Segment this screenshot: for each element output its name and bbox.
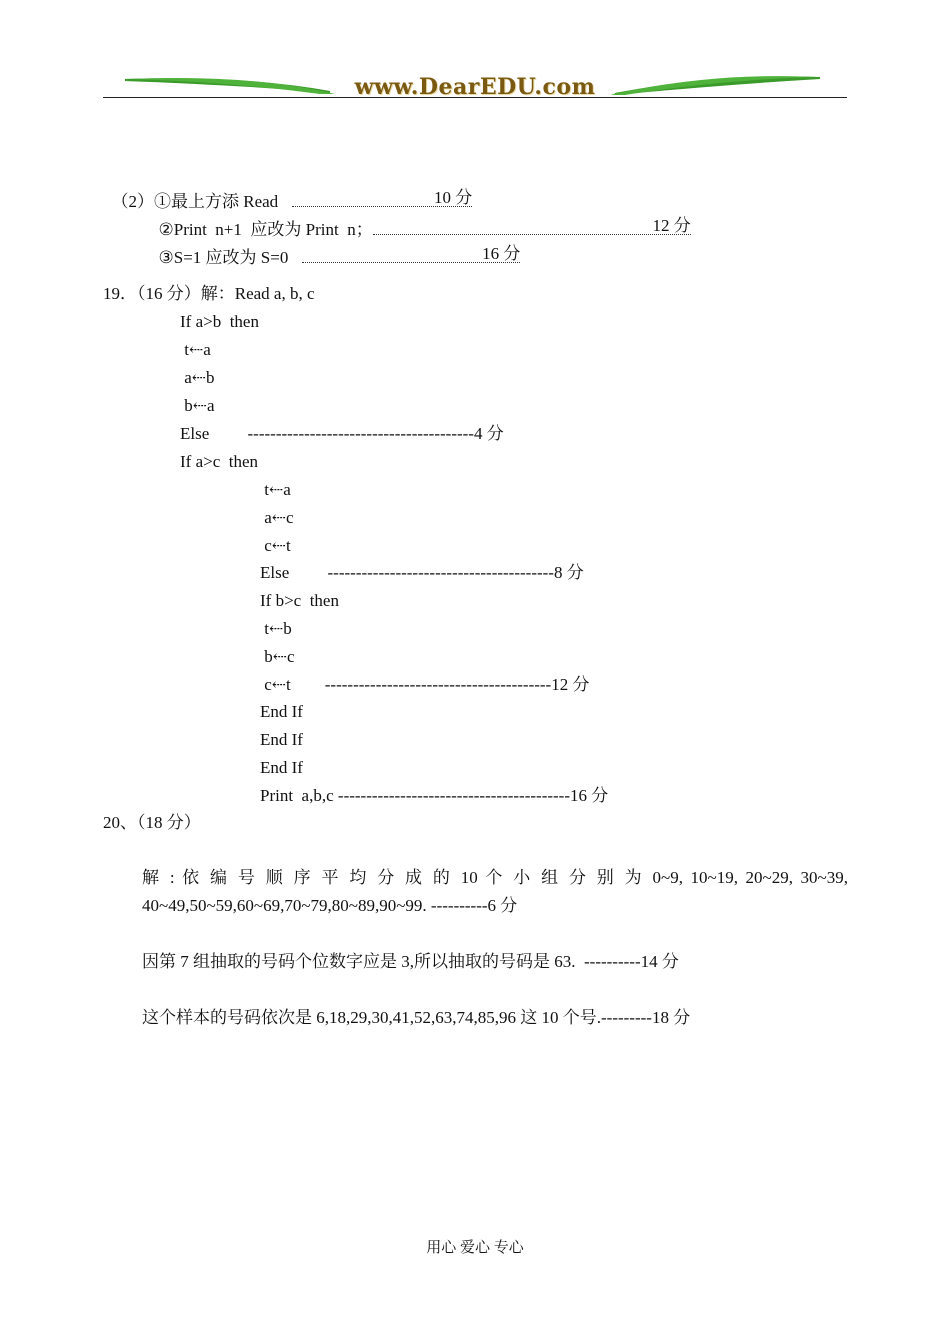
dot-leader: 16 分 bbox=[302, 248, 520, 263]
q20-paragraph-2: 因第 7 组抽取的号码个位数字应是 3,所以抽取的号码是 63. ----------14 分 bbox=[142, 952, 679, 971]
code-line: c⇠t ----------------------------------------12 分 bbox=[260, 675, 590, 694]
header-rule bbox=[103, 97, 847, 98]
q20-paragraph-3: 这个样本的号码依次是 6,18,29,30,41,52,63,74,85,96 这 10 个号.---------18 分 bbox=[142, 1008, 691, 1027]
q18-line-1: （2）①最上方添 Read 10 分 bbox=[111, 188, 473, 211]
code-line: t⇠b bbox=[260, 619, 292, 638]
code-line: a⇠b bbox=[180, 368, 215, 387]
code-line: If a>c then bbox=[180, 452, 259, 471]
code-line: a⇠c bbox=[260, 508, 294, 527]
code-line: End If bbox=[260, 758, 303, 777]
code-line: Print a,b,c -----------------------------------------16 分 bbox=[260, 786, 609, 805]
q18-line-2: ②Print n+1 应改为 Print n； 12 分 bbox=[158, 216, 691, 239]
code-line: If a>b then bbox=[180, 312, 259, 331]
q20-heading: 20、（18 分） bbox=[103, 813, 201, 832]
q20-paragraph-1: 解 : 依 编 号 顺 序 平 均 分 成 的 10 个 小 组 分 别 为 0~9, 10~19, 20~29, 30~39, 40~49,50~59,60~69,70~79,80~89,90~99. ----------6 分 bbox=[142, 868, 848, 915]
code-line: If b>c then bbox=[260, 591, 339, 610]
q18-line-3: ③S=1 应改为 S=0 16 分 bbox=[158, 244, 521, 267]
page-footer: 用心 爱心 专心 bbox=[426, 1240, 524, 1256]
dot-leader: 12 分 bbox=[373, 220, 691, 235]
code-line: End If bbox=[260, 730, 303, 749]
code-line: End If bbox=[260, 702, 303, 721]
dot-leader: 10 分 bbox=[292, 192, 472, 207]
code-line: c⇠t bbox=[260, 536, 291, 555]
q19-heading: 19．（16 分）解：Read a, b, c bbox=[103, 284, 315, 303]
code-line: t⇠a bbox=[260, 480, 291, 499]
site-logo-text: www.DearEDU.com bbox=[354, 74, 596, 100]
code-line: t⇠a bbox=[180, 340, 211, 359]
code-line: b⇠c bbox=[260, 647, 295, 666]
code-line: b⇠a bbox=[180, 396, 215, 415]
code-line: Else ----------------------------------------8 分 bbox=[260, 563, 584, 582]
code-line: Else ----------------------------------------4 分 bbox=[180, 424, 504, 443]
